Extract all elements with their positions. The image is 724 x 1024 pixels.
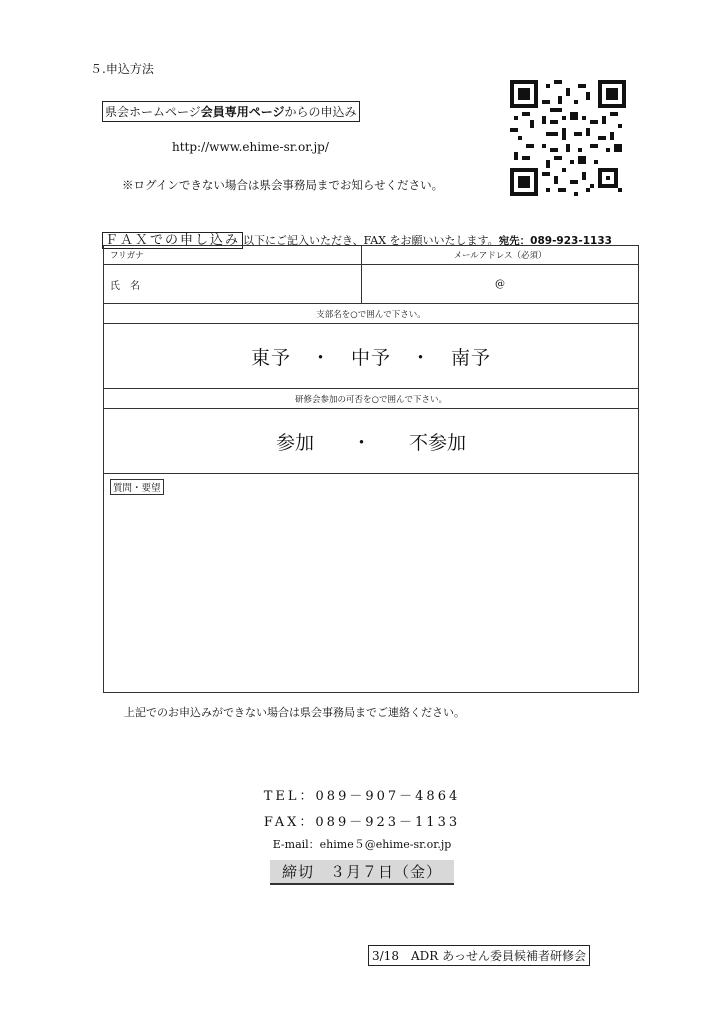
- branch-prompt: 支部名を○で囲んで下さい。: [104, 304, 639, 324]
- web-label-part2: からの申込み: [284, 105, 357, 119]
- alternative-contact-note: 上記でのお申込みができない場合は県会事務局までご連絡ください。: [124, 706, 465, 719]
- contact-email[interactable]: E-mail：ehime５@ehime-sr.or.jp: [272, 838, 452, 851]
- contact-fax: FAX：089－923－1133: [263, 815, 461, 830]
- contact-tel: TEL：089－907－4864: [263, 789, 461, 804]
- email-label: メールアドレス（必須）: [362, 246, 639, 265]
- questions-field[interactable]: [104, 474, 639, 693]
- attendance-options[interactable]: 参加 ・ 不参加: [104, 409, 639, 474]
- at-sign: @: [495, 278, 505, 290]
- branch-options[interactable]: 東予 ・ 中予 ・ 南予: [104, 324, 639, 389]
- name-label: 氏 名: [110, 280, 140, 292]
- fax-label: ＦＡＸでの申し込み: [102, 232, 243, 249]
- website-url[interactable]: http://www.ehime-sr.or.jp/: [172, 140, 329, 154]
- web-application-label: [102, 101, 360, 122]
- web-label-bold: 会員専用ページ: [200, 105, 285, 119]
- fax-instructions: 以下にご記入いただき、FAX をお願いいたします。: [243, 234, 499, 247]
- qr-code-icon: [510, 80, 626, 196]
- furigana-label: フリガナ: [104, 246, 362, 265]
- questions-label: 質問・要望: [110, 479, 164, 495]
- email-field[interactable]: [362, 265, 639, 304]
- fax-destination: 宛先：089-923-1133: [498, 235, 612, 247]
- deadline-wrap: [0, 860, 724, 885]
- name-field[interactable]: [104, 265, 362, 304]
- application-form: [103, 245, 639, 693]
- login-note: ※ログインできない場合は県会事務局までお知らせください。: [122, 178, 444, 192]
- section-heading: ５.申込方法: [90, 62, 154, 76]
- attendance-prompt: 研修会参加の可否を○で囲んで下さい。: [104, 389, 639, 409]
- deadline: 締切 ３月７日（金）: [270, 860, 454, 885]
- footer-event-label: 3/18 ADR あっせん委員候補者研修会: [368, 945, 590, 966]
- web-label-part1: 県会ホームページ: [105, 105, 201, 119]
